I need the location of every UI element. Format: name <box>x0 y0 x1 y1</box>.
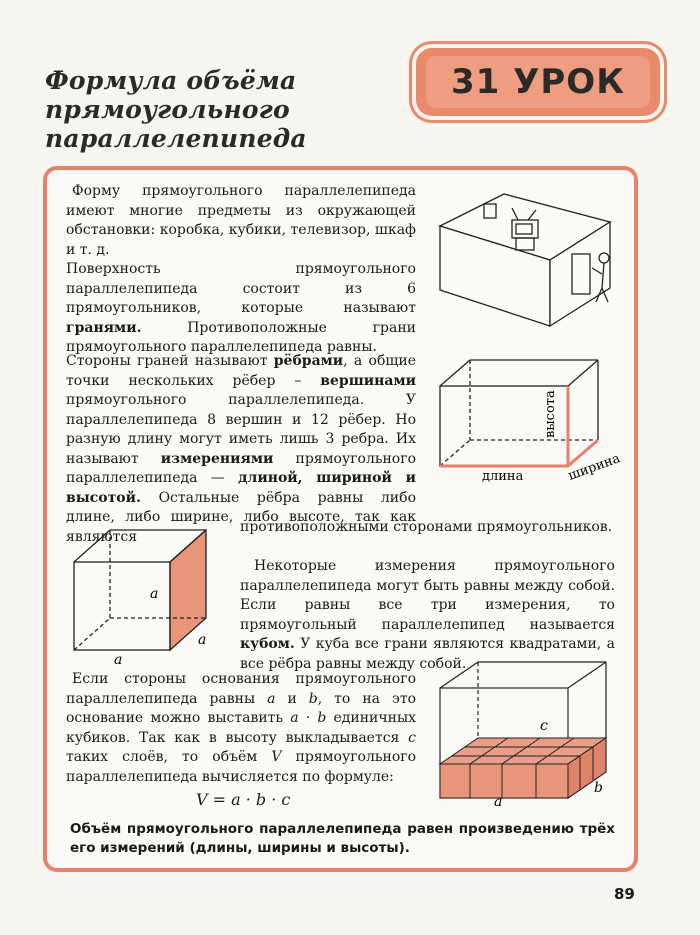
para5-text-e: таких слоёв, то объём <box>66 749 272 765</box>
paragraph-3-continued: противоположными сторонами прямоугольников. <box>240 519 613 535</box>
layer-label-b: b <box>594 780 603 796</box>
para3-text-c: , а общие точки нескольких рёбер – <box>66 353 417 389</box>
para3-text-e: прямоугольного параллелепипеда. У параллелепипеда 8 вершин и 12 рёбер. Но разную длину могут иметь лишь 3 ребра. Их называют <box>66 392 416 467</box>
para4-text-a: Некоторые измерения прямоугольного параллелепипеда могут быть равны между собой. Если равны все три измерения, то прямоугольный параллелепипед называется <box>240 558 615 633</box>
cube-label-depth: a <box>198 632 207 648</box>
para5-text-f: прямоугольного параллелепипеда вычисляется по формуле: <box>66 749 417 785</box>
title-line-1: Формула объёма <box>45 66 297 95</box>
term-faces: гранями. <box>66 319 142 336</box>
label-length: длина <box>482 469 524 484</box>
unit-cubes-figure <box>432 658 622 808</box>
page-number: 89 <box>614 885 635 903</box>
para5-text-c: , то на это основание можно выставить <box>66 690 416 726</box>
para5-text-a: Если стороны основания прямоугольного параллелепипеда равны <box>66 671 416 707</box>
para5-text-b: и <box>275 690 309 707</box>
para3-text-g: прямоугольного параллелепипеда — <box>66 450 416 486</box>
para2-text-c: Противоположные грани прямоугольного параллелепипеда равны. <box>66 319 416 355</box>
title-line-2: прямоугольного <box>45 95 290 124</box>
conclusion: Объём прямоугольного параллелепипеда равен произведению трёх его измерений (длины, ширины и высоты). <box>70 821 615 856</box>
var-c: c <box>408 729 416 746</box>
volume-formula: V = a · b · c <box>196 790 291 809</box>
cube-label-bottom: a <box>114 652 123 668</box>
para4-text-c: У куба все грани являются квадратами, а все рёбра равны между собой. <box>240 636 615 672</box>
layer-label-c: c <box>540 718 548 734</box>
label-width: ширина <box>566 451 623 484</box>
page-title <box>45 66 405 153</box>
box-dimensions-figure <box>430 356 630 486</box>
layer-label-a: a <box>494 794 503 808</box>
term-cube: кубом. <box>240 636 295 652</box>
lesson-badge-text: 31 УРОК <box>426 56 650 108</box>
var-ab: a · b <box>290 710 327 726</box>
term-edges: рёбрами <box>273 353 344 369</box>
paragraph-5 <box>66 670 416 787</box>
paragraph-2 <box>66 260 416 358</box>
lesson-badge <box>416 48 660 116</box>
cube-label-height: a <box>150 586 159 602</box>
title-line-3: параллелепипеда <box>45 124 307 153</box>
para3-text-a: Стороны граней называют <box>66 353 274 369</box>
paragraph-1: Форму прямоугольного параллелепипеда имеют многие предметы из окружающей обстановки: коробка, кубики, телевизор, шкаф и т. д. <box>66 183 416 258</box>
para2-text-a: Поверхность прямоугольного параллелепипеда состоит из 6 прямоугольников, которые называют <box>66 261 416 316</box>
term-dimensions: измерениями <box>160 450 274 467</box>
room-illustration <box>432 176 622 336</box>
var-b: b <box>308 690 318 707</box>
label-height: высота <box>543 390 558 438</box>
cube-figure <box>60 520 230 670</box>
term-vertices: вершинами <box>320 372 416 389</box>
term-length-width-height: длиной, шириной и высотой. <box>66 470 416 506</box>
paragraph-4 <box>240 557 615 674</box>
var-v: V <box>271 749 282 765</box>
var-a: a <box>267 690 276 707</box>
para5-text-d: единичных кубиков. Так как в высоту выкладывается <box>66 710 416 746</box>
para3-text-i: Остальные рёбра равны либо длине, либо ширине, либо высоте, так как являются <box>66 489 416 545</box>
